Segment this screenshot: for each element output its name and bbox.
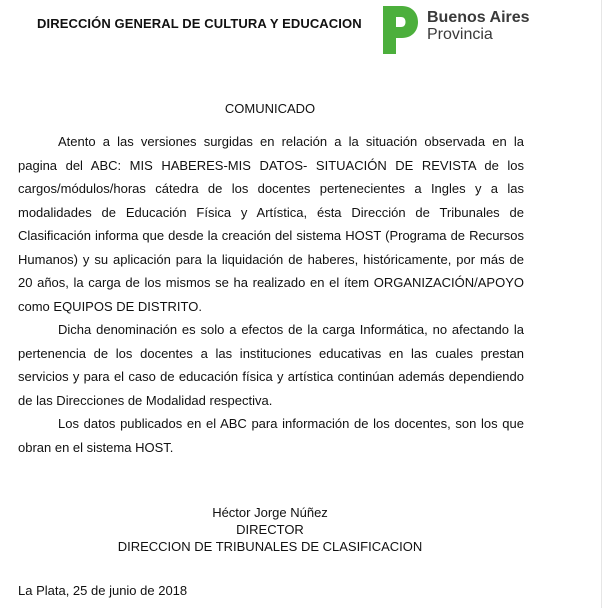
page-edge-divider	[601, 0, 602, 608]
signature-block	[0, 504, 540, 555]
signatory-name: Héctor Jorge Núñez	[212, 505, 328, 520]
body-paragraph-1: Atento a las versiones surgidas en relación a la situación observada en la pagina del ABC: MIS HABERES-MIS DATOS- SITUACIÓN DE REVISTA de los cargos/módulos/horas cátedra de los docentes pertenecientes a Ingles y a las modalidades de Educación Física y Artística, ésta Dirección de Tribunales de Clasificación informa que desde la creación del sistema HOST (Programa de Recursos Humanos) y su aplicación para la liquidación de haberes, históricamente, por más de 20 años, la carga de los mismos se ha realizado en el ítem ORGANIZACIÓN/APOYO como EQUIPOS DE DISTRITO.	[18, 134, 524, 314]
province-logo	[380, 4, 530, 56]
province-logo-icon	[380, 4, 418, 56]
logo-line-1: Buenos Aires	[427, 9, 530, 26]
document-body	[18, 130, 524, 459]
place-and-date: La Plata, 25 de junio de 2018	[18, 583, 188, 598]
logo-line-2: Provincia	[427, 26, 493, 43]
header-title: DIRECCIÓN GENERAL DE CULTURA Y EDUCACION	[37, 16, 362, 31]
body-paragraph-2: Dicha denominación es solo a efectos de la carga Informática, no afectando la pertenencia de los docentes a las instituciones educativas en las cuales prestan servicios y para el caso de educación física y artística continúan además dependiendo de las Direcciones de Modalidad respectiva.	[18, 322, 524, 408]
signatory-office: DIRECCION DE TRIBUNALES DE CLASIFICACION	[117, 539, 423, 554]
signatory-role: DIRECTOR	[236, 522, 304, 537]
logo-wordmark	[427, 9, 530, 43]
document-subject: COMUNICADO	[224, 101, 316, 116]
body-paragraph-3: Los datos publicados en el ABC para información de los docentes, son los que obran en el sistema HOST.	[18, 416, 524, 455]
